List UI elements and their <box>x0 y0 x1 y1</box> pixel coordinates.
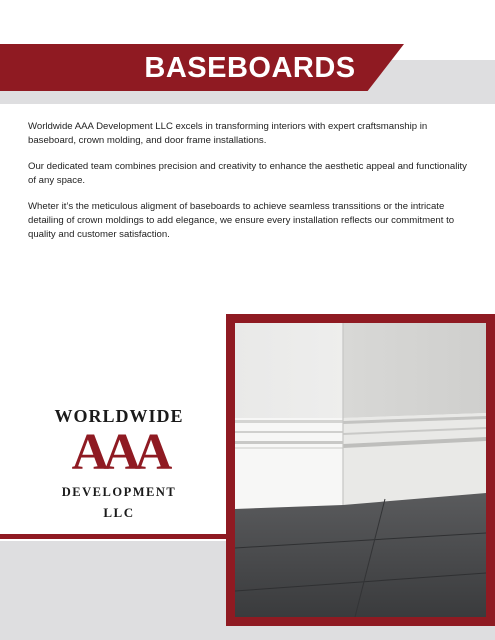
baseboard-photo <box>235 323 486 617</box>
company-logo <box>34 405 204 525</box>
page-title: BASEBOARDS <box>144 52 356 84</box>
baseboard-photo-frame <box>226 314 495 626</box>
aaa-logo-mark <box>42 428 197 474</box>
intro-paragraph: Worldwide AAA Development LLC excels in transforming interiors with expert craftsmanship in baseboard, crown molding, and door frame installations. <box>28 121 428 146</box>
commitment-paragraph: Wheter it’s the meticulous aligment of baseboards to achieve seamless transsitions or the intricate detailing of crown moldings to add elegance, we ensure every installation reflects our commitment to quality and customer satisfaction. <box>28 201 455 240</box>
baseboard-photo-illustration <box>235 323 486 617</box>
body-text <box>28 120 470 254</box>
logo-mark-text: AAA <box>71 428 167 474</box>
logo-wordmark-development: DEVELOPMENT <box>61 485 177 499</box>
logo-wordmark-llc: LLC <box>103 505 135 520</box>
logo-wordmark-worldwide: WORLDWIDE <box>54 406 184 426</box>
team-paragraph: Our dedicated team combines precision and creativity to enhance the aesthetic appeal and functionality of any space. <box>28 161 467 186</box>
